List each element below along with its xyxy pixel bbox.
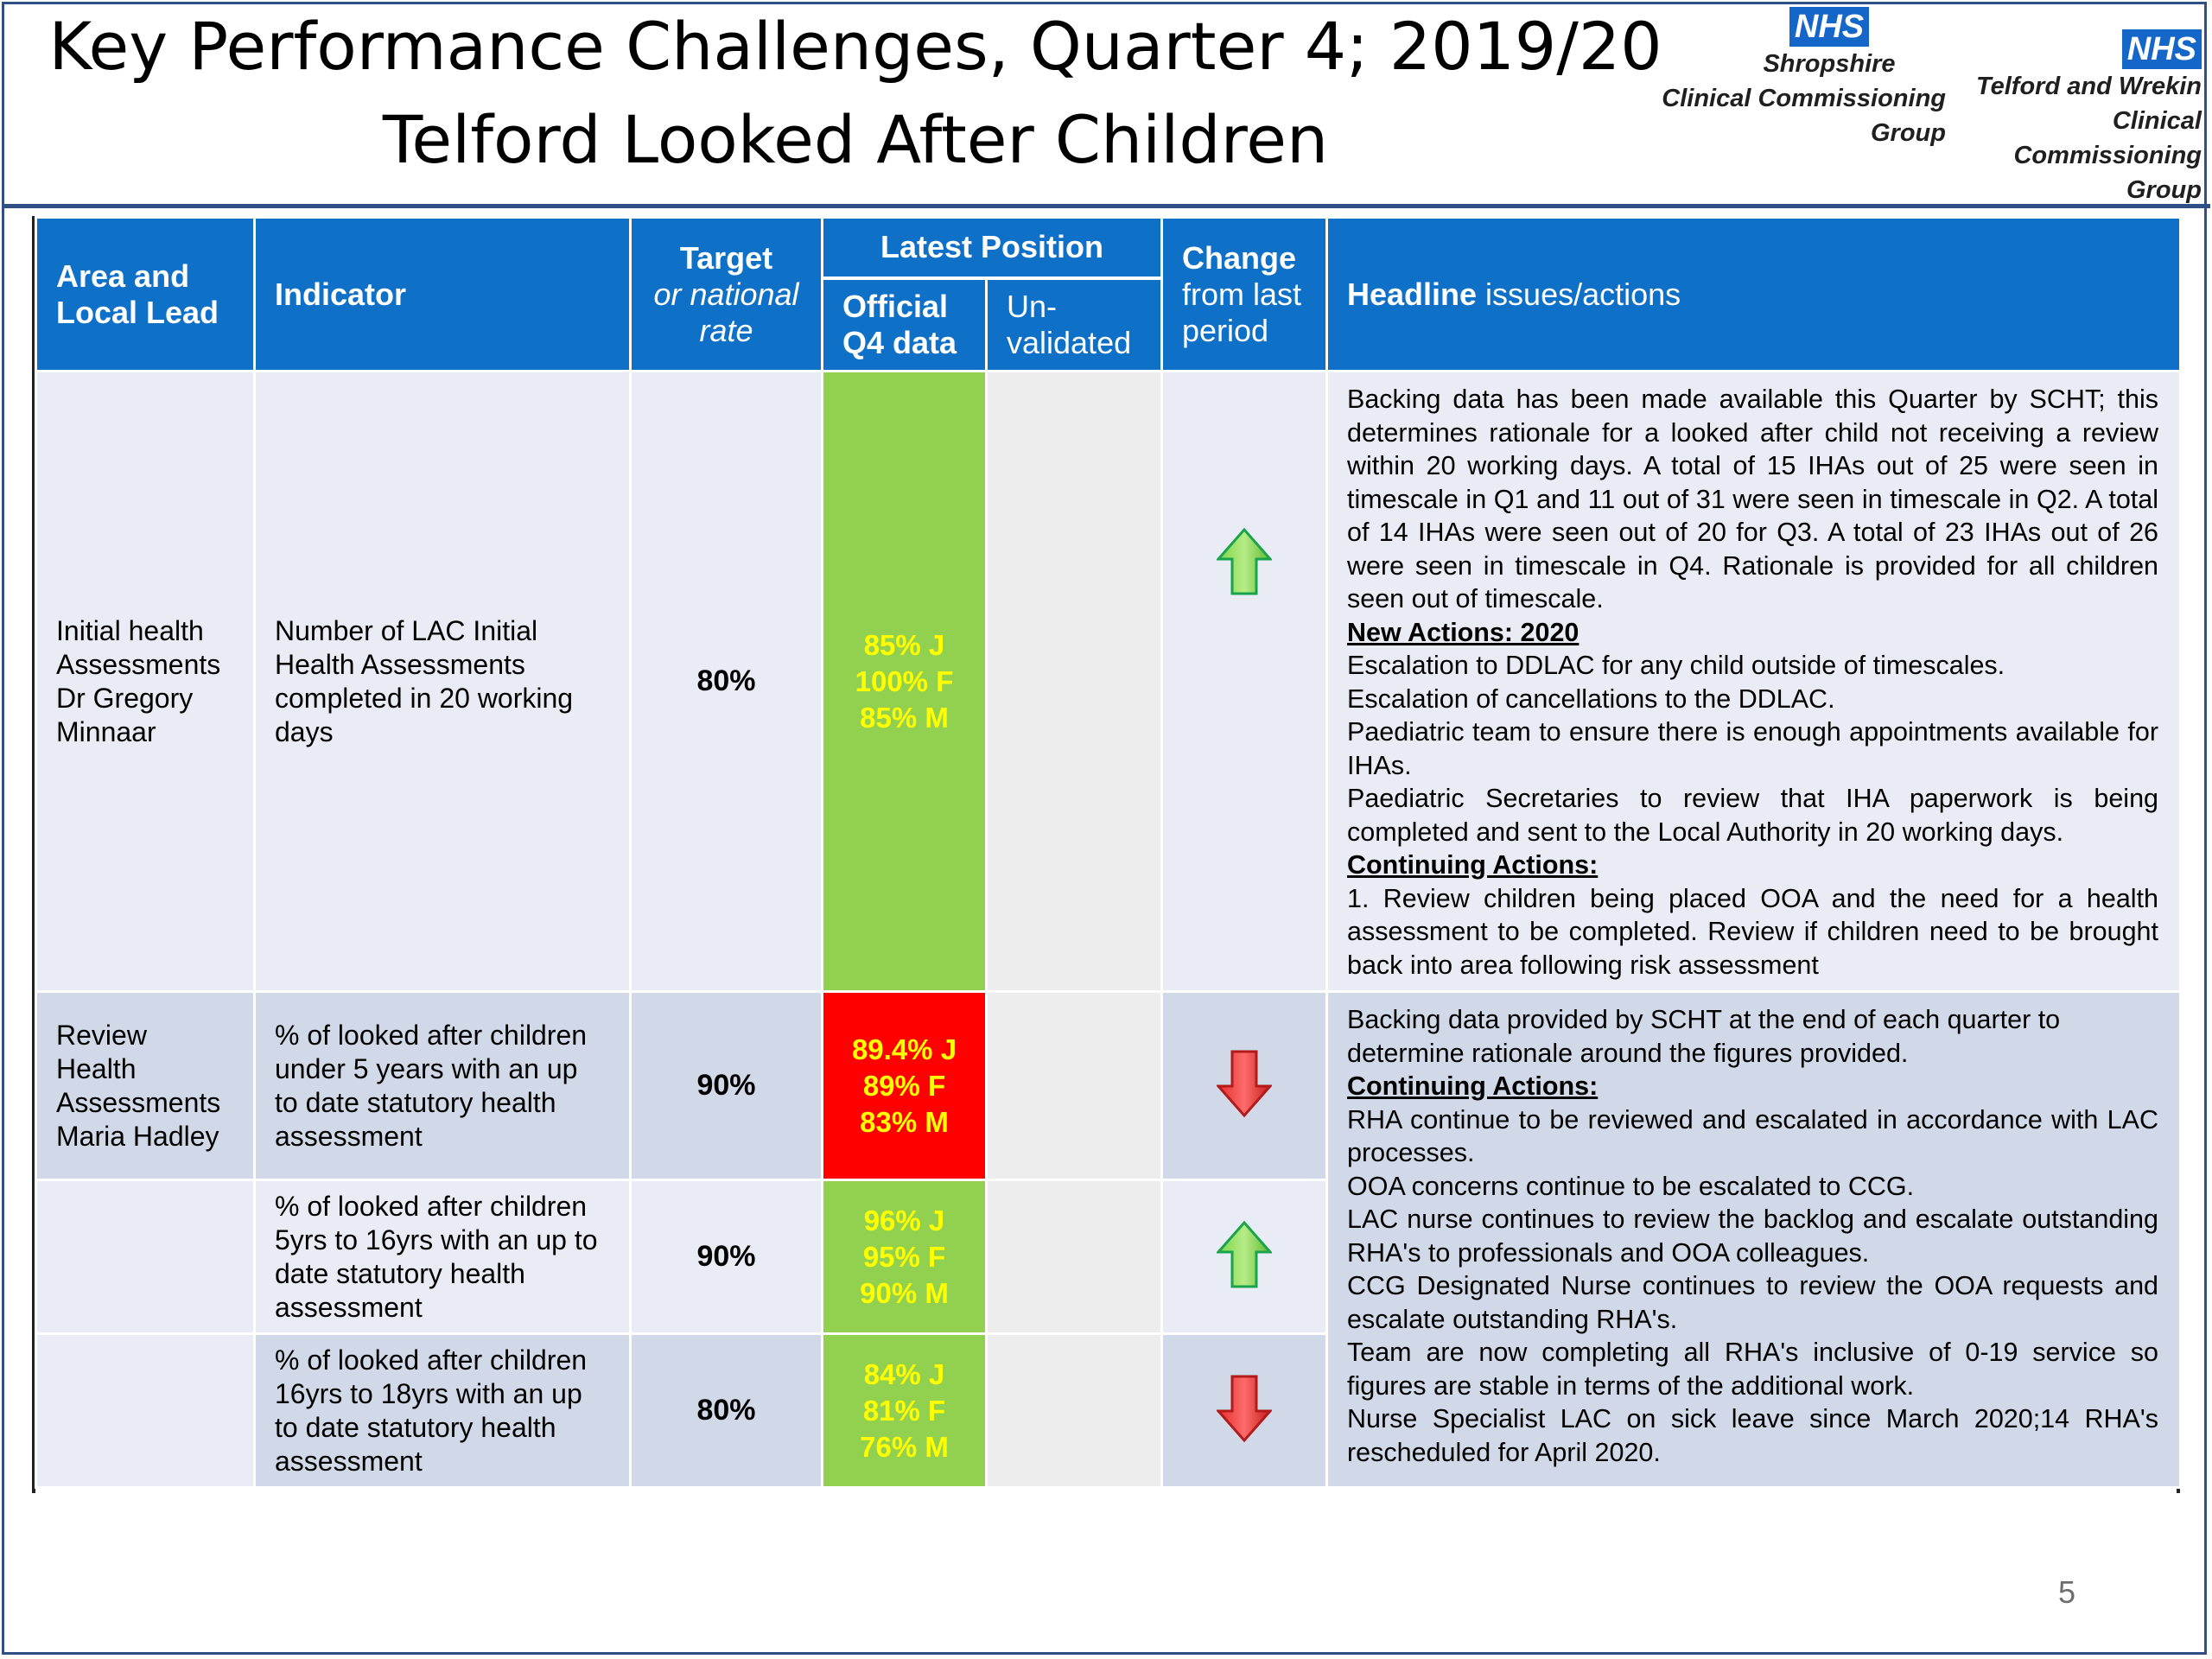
page-number: 5 [2058, 1574, 2076, 1610]
target-cell: 90% [631, 992, 823, 1180]
change-cell [1162, 992, 1327, 1180]
table-row [36, 992, 2181, 1180]
header-indicator: Indicator [255, 218, 631, 372]
change-cell [1162, 1180, 1327, 1334]
change-cell [1162, 372, 1327, 992]
target-cell: 80% [631, 1334, 823, 1488]
headline-cell: Backing data has been made available this Quarter by SCHT; this determines rationale for a looked after child not receiving a review within 20 working days. A total of 15 IHAs out of 25 were seen in timescale in Q1 and 11 out of 31 were seen in timescale in Q2. A total of 14 IHAs were seen out of 20 for Q3. A total of 23 IHAs out of 26 were seen in timescale in Q4. Rationale is provided for all children seen out of timescale. New Actions: 2020 Escalation to DDLAC for any child outside of timescales. Escalation of cancellations to the DDLAC. Paediatric team to ensure there is enough appointments available for IHAs. Paediatric Secretaries to review that IHA paperwork is being completed and sent to the Local Authority in 20 working days. Continuing Actions: 1. Review children being placed OOA and the need for a health assessment to be completed. Review if children need to be brought back into area following risk assessment [1327, 372, 2181, 992]
up-arrow-icon [1217, 528, 1272, 595]
down-arrow-icon [1217, 1050, 1272, 1117]
area-lead-cell: Initial health Assessments Dr Gregory Minnaar [36, 372, 255, 992]
header-headline: Headline issues/actions [1327, 218, 2181, 372]
area-lead-cell [36, 1180, 255, 1334]
target-cell: 80% [631, 372, 823, 992]
slide-title [35, 0, 1676, 187]
header-unvalidated: Un- validated [987, 278, 1162, 372]
nhs-badge: NHS [1789, 7, 1869, 47]
area-lead-cell [36, 1334, 255, 1488]
header-divider [2, 204, 2210, 208]
header-target: Target or national rate [631, 218, 823, 372]
shropshire-ccg-logo [1652, 7, 1946, 150]
headline-cell: Backing data provided by SCHT at the end of each quarter to determine rationale around the figures provided. Continuing Actions: RHA continue to be reviewed and escalated in accordance with LAC processes. OOA concerns continue to be escalated to CCG. LAC nurse continues to review the backlog and escalate outstanding RHA's to professionals and OOA colleagues. CCG Designated Nurse continues to review the OOA requests and escalate outstanding RHA's. Team are now completing all RHA's inclusive of 0-19 service so figures are stable in terms of the additional work. Nurse Specialist LAC on sick leave since March 2020;14 RHA's rescheduled for April 2020. [1327, 992, 2181, 1488]
up-arrow-icon [1217, 1221, 1272, 1288]
table-row [36, 372, 2181, 992]
logo-org-type: Clinical Commissioning Group [2013, 107, 2202, 204]
indicator-cell: Number of LAC Initial Health Assessments completed in 20 working days [255, 372, 631, 992]
down-arrow-icon [1217, 1375, 1272, 1442]
unvalidated-cell [987, 1334, 1162, 1488]
indicator-cell: % of looked after children under 5 years with an up to date statutory health assessment [255, 992, 631, 1180]
indicator-cell: % of looked after children 5yrs to 16yrs with an up to date statutory health assessment [255, 1180, 631, 1334]
unvalidated-cell [987, 1180, 1162, 1334]
official-q4-cell: 89.4% J 89% F 83% M [823, 992, 987, 1180]
logo-org-name: Telford and Wrekin [1975, 73, 2202, 100]
telford-wrekin-ccg-logo [1942, 29, 2202, 207]
header-change: Change from last period [1162, 218, 1327, 372]
area-lead-cell: Review Health Assessments Maria Hadley [36, 992, 255, 1180]
kpi-table [35, 216, 2182, 1489]
official-q4-cell: 85% J 100% F 85% M [823, 372, 987, 992]
header-official-q4: Official Q4 data [823, 278, 987, 372]
header-area-lead: Area and Local Lead [36, 218, 255, 372]
logo-org-type: Clinical Commissioning Group [1662, 85, 1946, 147]
change-cell [1162, 1334, 1327, 1488]
title-line-1: Key Performance Challenges, Quarter 4; 2019/20 [48, 8, 1662, 85]
indicator-cell: % of looked after children 16yrs to 18yrs with an up to date statutory health assessment [255, 1334, 631, 1488]
target-cell: 90% [631, 1180, 823, 1334]
title-line-2: Telford Looked After Children [382, 101, 1329, 178]
header-latest-position: Latest Position [823, 218, 1162, 278]
official-q4-cell: 96% J 95% F 90% M [823, 1180, 987, 1334]
unvalidated-cell [987, 992, 1162, 1180]
nhs-badge: NHS [2122, 29, 2202, 69]
unvalidated-cell [987, 372, 1162, 992]
logo-org-name: Shropshire [1763, 50, 1896, 78]
official-q4-cell: 84% J 81% F 76% M [823, 1334, 987, 1488]
